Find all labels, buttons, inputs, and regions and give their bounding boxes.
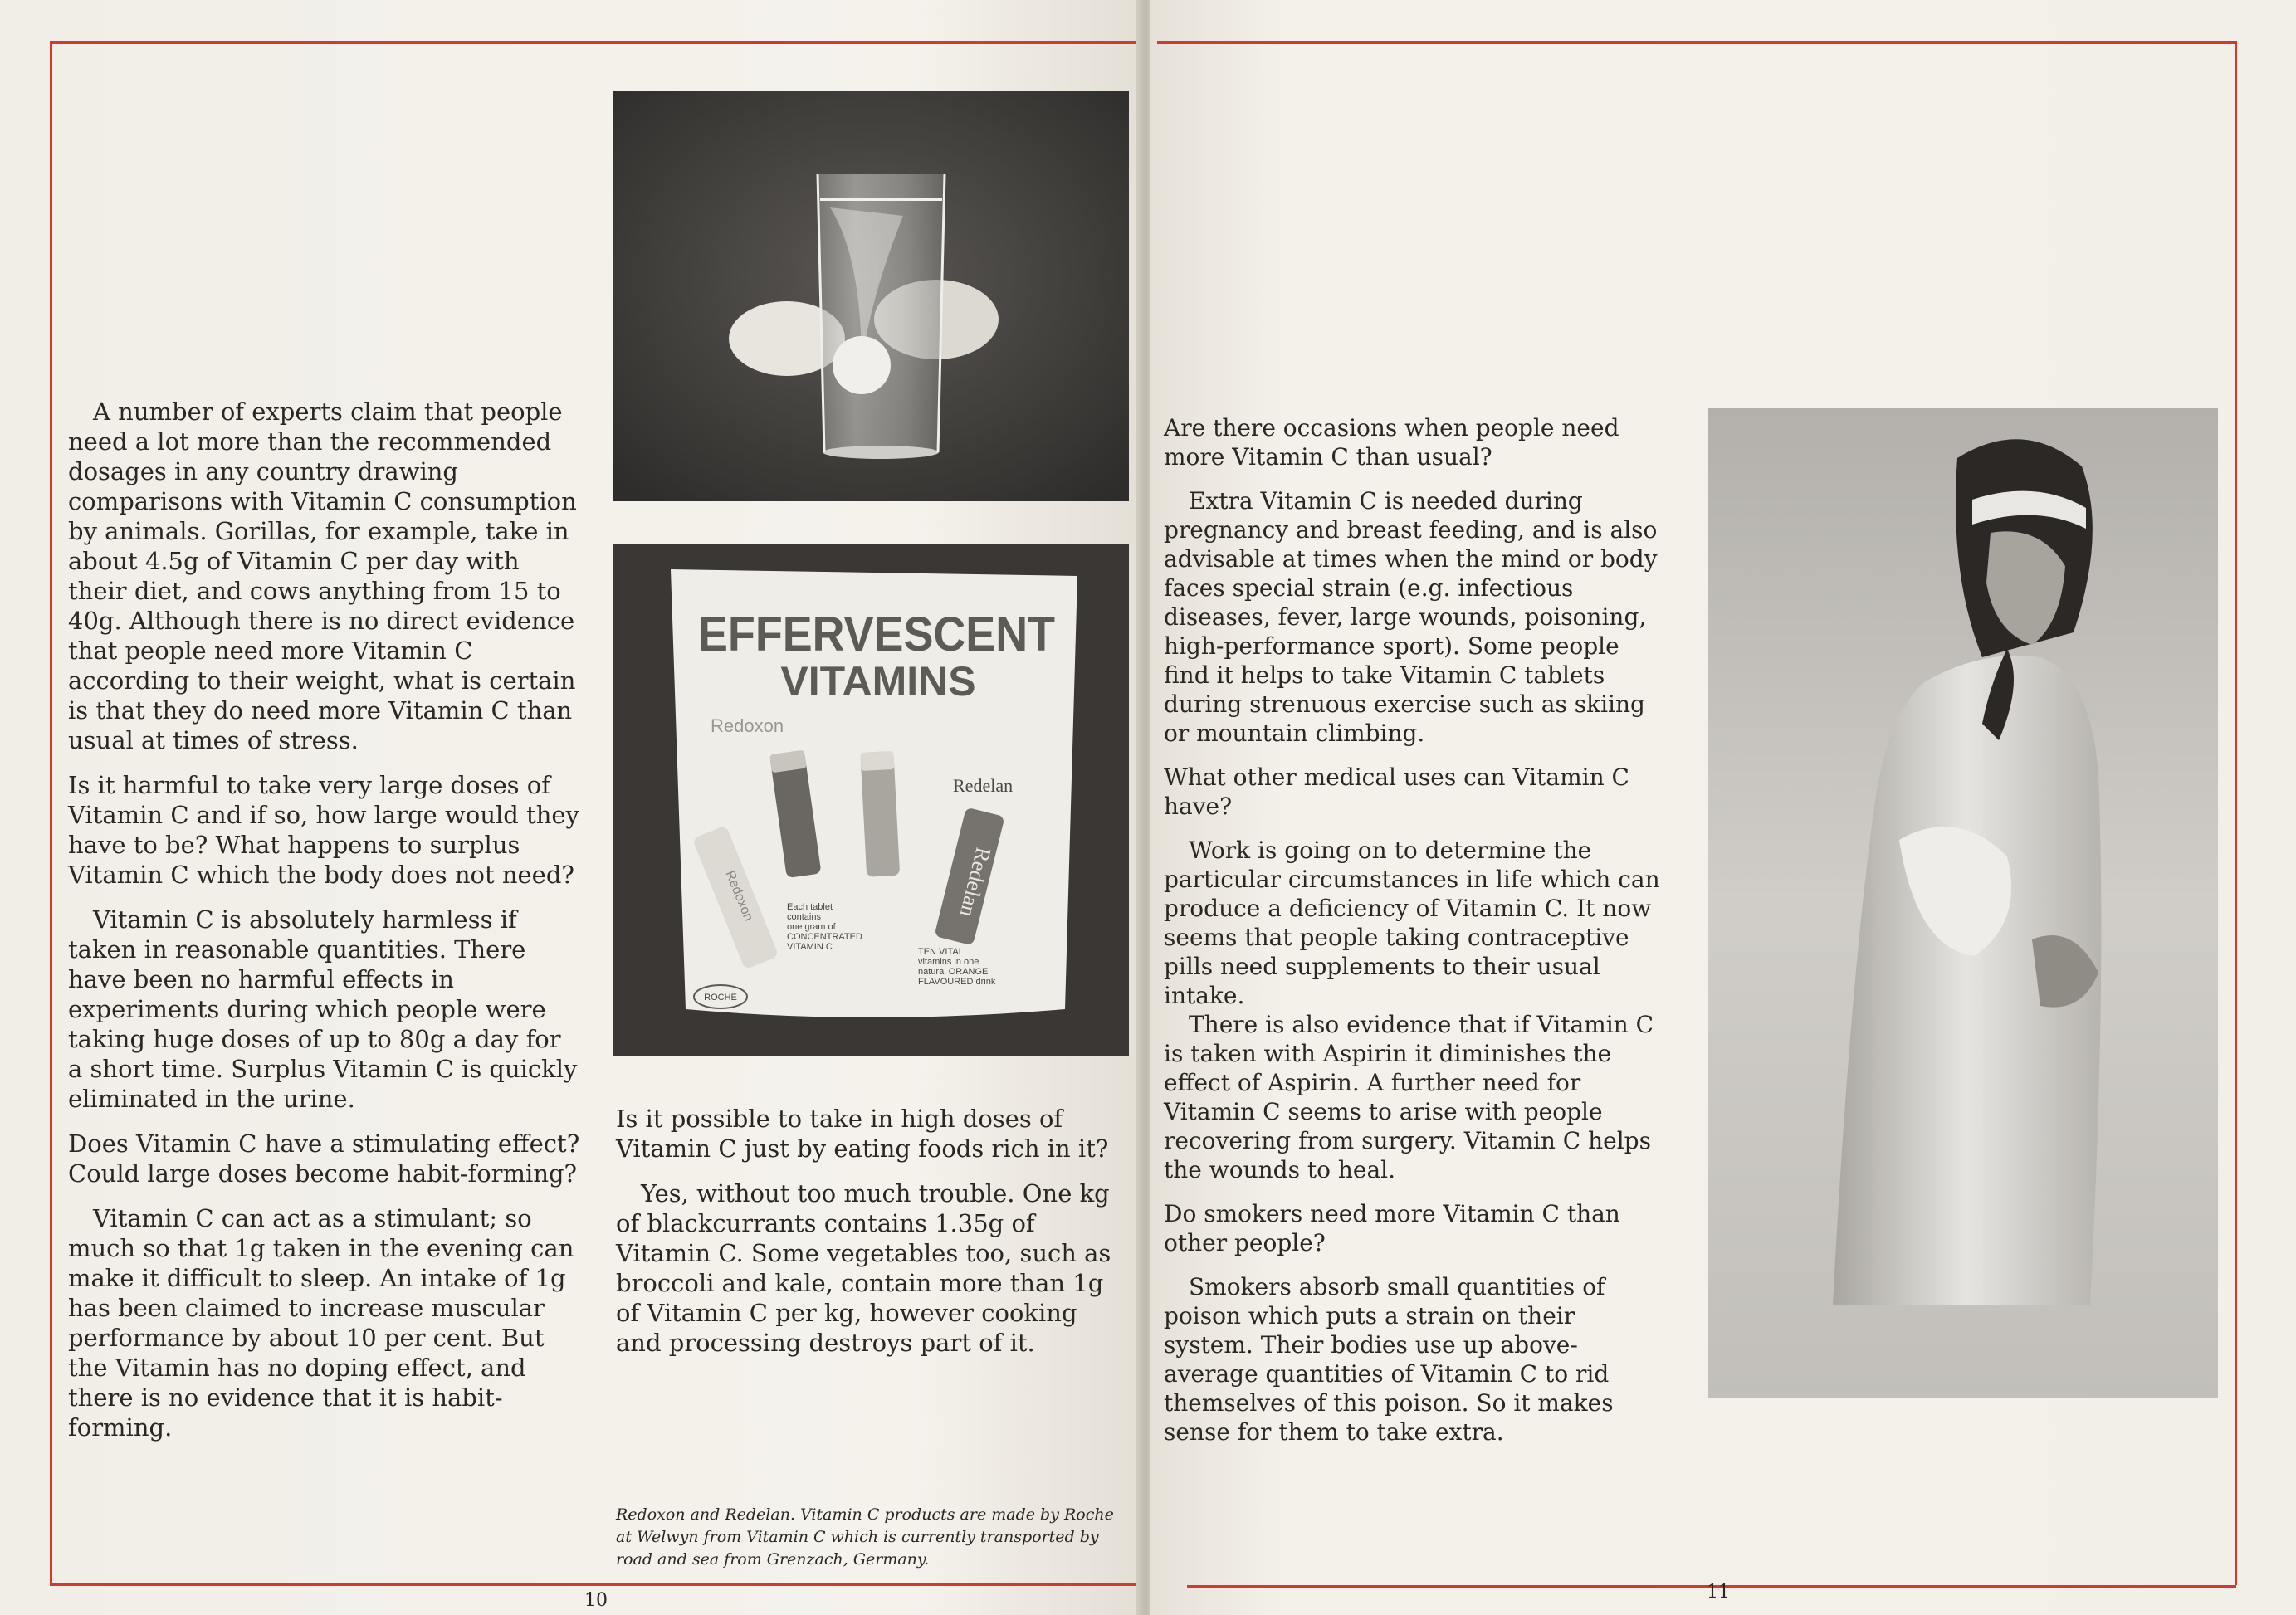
question: What other medical uses can Vitamin C have?	[1164, 764, 1629, 820]
note1-line: contains	[787, 912, 821, 922]
product-box-illustration	[613, 544, 1129, 1056]
photo-caption: Redoxon and Redelan. Vitamin C products are made by Roche at Welwyn from Vitamin C which is currently transported by road and sea from Grenzach, Germany.	[616, 1505, 1114, 1569]
left-column-2	[616, 1104, 1114, 1373]
photo-effervescent-glass	[613, 91, 1129, 501]
question: Do smokers need more Vitamin C than other people?	[1164, 1200, 1620, 1256]
paragraph: Vitamin C can act as a stimulant; so much so that 1g taken in the evening can make it difficult to sleep. An intake of 1g has been claimed to increase muscular performance by about 10 per cent. But the Vitamin has no doping effect, and there is no evidence that it is habit-forming.	[68, 1204, 574, 1442]
right-column	[1164, 413, 1670, 1461]
note1-line: Each tablet	[787, 902, 833, 912]
side-rule-left	[50, 41, 52, 1585]
note1-line: VITAMIN C	[787, 942, 833, 952]
top-rule-left	[50, 41, 1136, 44]
question: Is it harmful to take very large doses of Vitamin C and if so, how large would they have to be? What happens to surplus Vitamin C which the body does not need?	[68, 771, 579, 889]
question: Is it possible to take in high doses of Vitamin C just by eating foods rich in it?	[616, 1105, 1109, 1163]
left-column-1	[68, 397, 583, 1457]
photo-woman-in-gown	[1708, 408, 2218, 1398]
tube-label-redelan: Redelan	[955, 845, 996, 920]
brand-redelan: Redelan	[953, 775, 1014, 796]
product-headline: EFFERVESCENT	[698, 607, 1055, 661]
question: Are there occasions when people need more Vitamin C than usual?	[1164, 414, 1619, 471]
photo-product-box	[613, 544, 1129, 1056]
note2-line: natural ORANGE	[918, 967, 989, 977]
bottom-rule-left	[50, 1583, 1136, 1586]
paragraph: Work is going on to determine the particular circumstances in life which can produce a deficiency of Vitamin C. It now seems that people taking contraceptive pills need supplements to their usual intake.	[1164, 837, 1660, 1009]
left-page	[0, 0, 1141, 1615]
tube-label-redoxon: Redoxon	[722, 868, 756, 924]
paragraph: There is also evidence that if Vitamin C is taken with Aspirin it diminishes the effect of Aspirin. A further need for Vitamin C seems to arise with people recovering from surgery. Vitamin C helps the wounds to heal.	[1164, 1011, 1654, 1183]
brand-redoxon: Redoxon	[711, 715, 784, 736]
right-page	[1150, 0, 2296, 1615]
paragraph: A number of experts claim that people need a lot more than the recommended dosages in any country drawing comparisons with Vitamin C consumption by animals. Gorillas, for example, take in about 4.5g of Vitamin C per day with their diet, and cows anything from 15 to 40g. Although there is no direct evidence that people need more Vitamin C according to their weight, what is certain is that they do need more Vitamin C than usual at times of stress.	[68, 398, 577, 754]
page-number: 11	[1707, 1582, 1730, 1603]
paragraph: Extra Vitamin C is needed during pregnancy and breast feeding, and is also advisable at times when the mind or body faces special strain (e.g. infectious diseases, fever, large wounds, poisoning, high-performance sport). Some people find it helps to take Vitamin C tablets during strenuous exercise such as skiing or mountain climbing.	[1164, 487, 1658, 747]
note1-line: one gram of	[787, 922, 836, 932]
roche-logo: ROCHE	[704, 993, 737, 1003]
paragraph: Vitamin C is absolutely harmless if taken in reasonable quantities. There have been no harmful effects in experiments during which people were taking huge doses of up to 80g a day for a short time. Surplus Vitamin C is quickly eliminated in the urine.	[68, 905, 578, 1113]
glass-illustration	[613, 91, 1129, 501]
question: Does Vitamin C have a stimulating effect? Could large doses become habit-forming?	[68, 1130, 580, 1188]
note2-line: TEN VITAL	[918, 947, 964, 957]
page-number: 10	[584, 1590, 608, 1611]
product-subheadline: VITAMINS	[780, 658, 976, 705]
note1-line: CONCENTRATED	[787, 932, 862, 942]
paragraph: Yes, without too much trouble. One kg of blackcurrants contains 1.35g of Vitamin C. Some vegetables too, such as broccoli and kale, contain more than 1g of Vitamin C per kg, however cooking and processing destroys part of it.	[616, 1179, 1111, 1357]
paragraph: Smokers absorb small quantities of poison which puts a strain on their system. Their bodies use up above-average quantities of Vitamin C to rid themselves of this poison. So it makes sense for them to take extra.	[1164, 1273, 1614, 1446]
note2-line: FLAVOURED drink	[918, 977, 996, 987]
side-rule-right	[2235, 41, 2237, 1585]
woman-illustration	[1708, 408, 2218, 1398]
note2-line: vitamins in one	[918, 957, 979, 967]
top-rule-right	[1157, 41, 2236, 44]
